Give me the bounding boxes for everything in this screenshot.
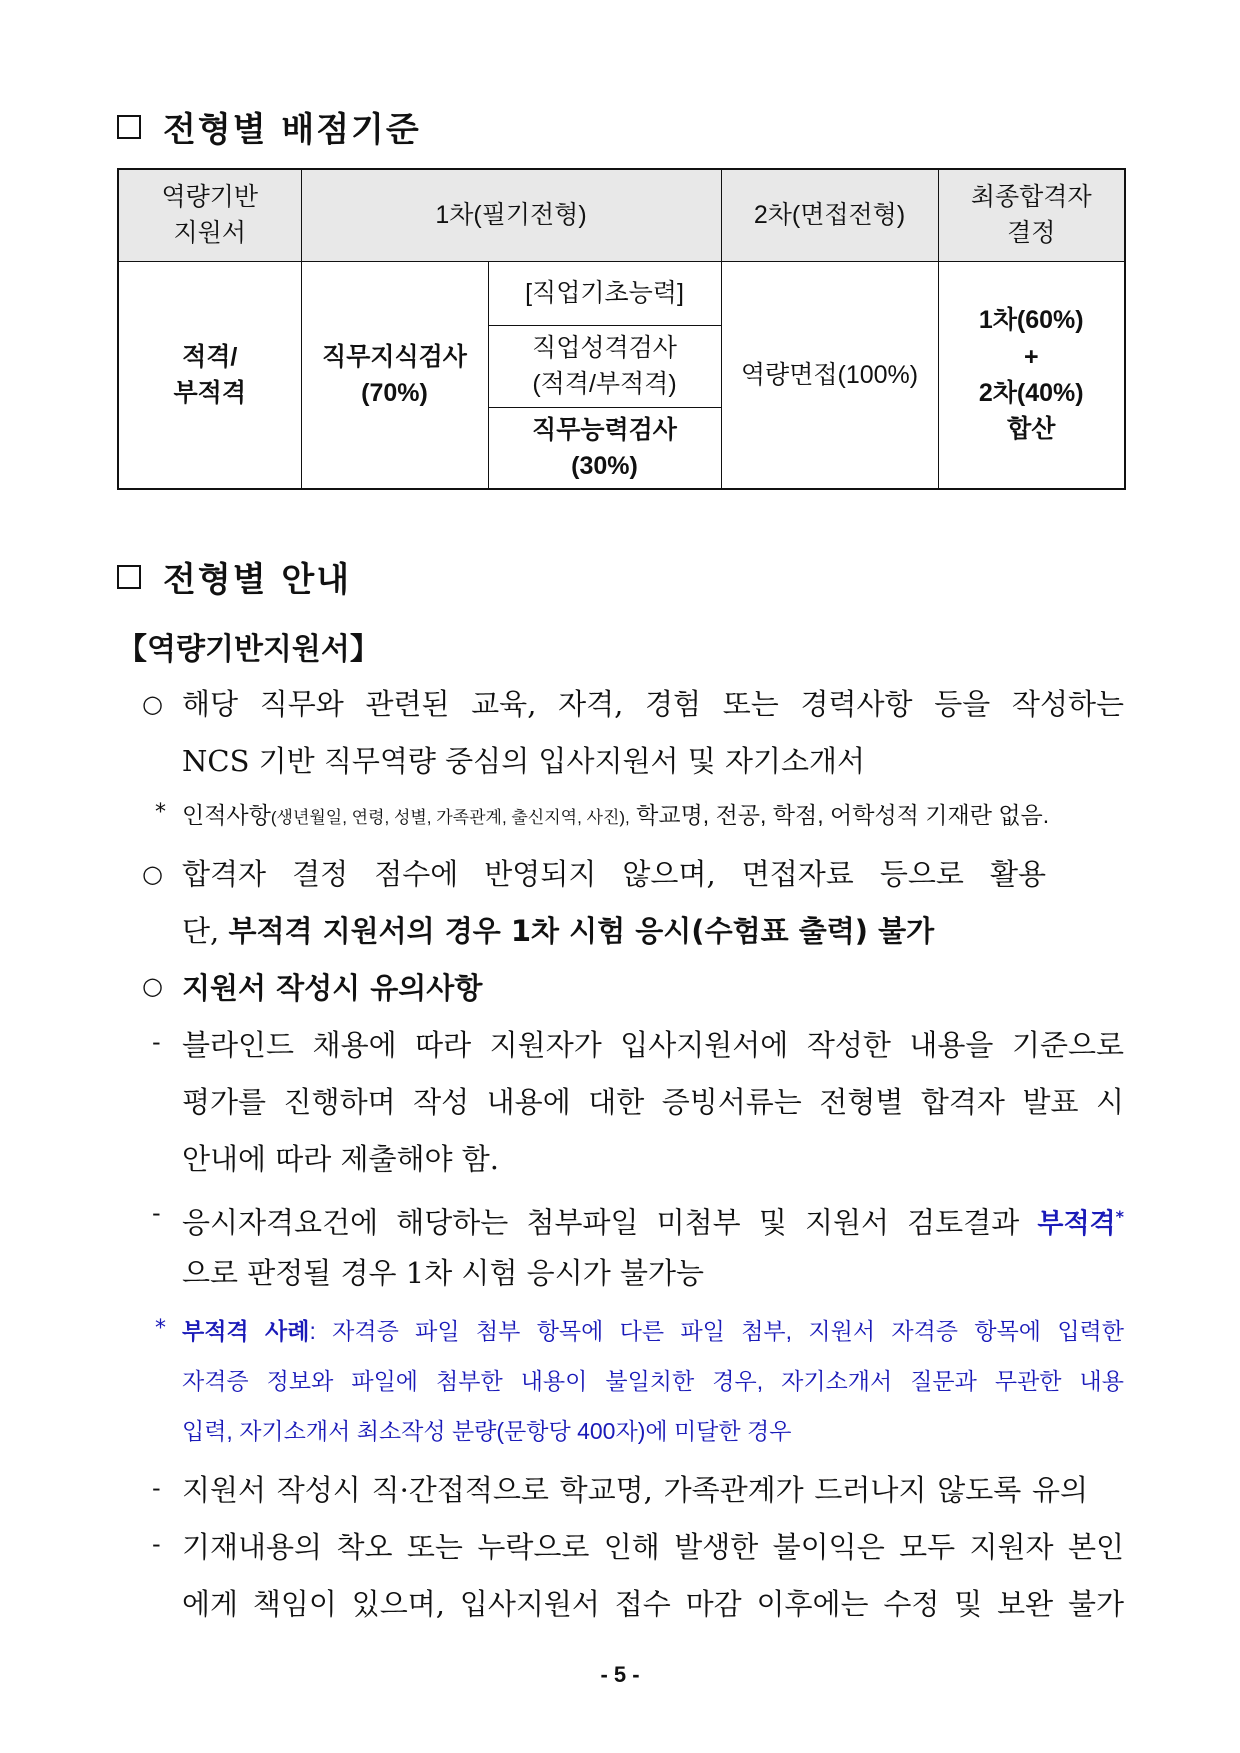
page-number: - 5 -	[600, 1662, 640, 1687]
header-final-decision: 최종합격자 결정	[938, 169, 1125, 261]
cell-eligibility: 적격/ 부적격	[118, 261, 301, 489]
dash-marker: -	[152, 1474, 161, 1502]
dash1-line1: 블라인드 채용에 따라 지원자가 입사지원서에 작성한 내용을 기준으로	[182, 1028, 1124, 1062]
cell-competency-interview: 역량면접(100%)	[721, 261, 938, 489]
dash1-line3: 안내에 따라 제출해야 함.	[182, 1142, 500, 1176]
note2-line1	[182, 1306, 1124, 1356]
dash3-line: 지원서 작성시 직·간접적으로 학교명, 가족관계가 드러나지 않도록 유의	[182, 1473, 1088, 1507]
note2-label: 부적격 사례	[182, 1318, 310, 1344]
dash4-line2: 에게 책임이 있으며, 입사지원서 접수 마감 이후에는 수정 및 보완 불가	[182, 1587, 1124, 1621]
cell-personality-test: 직업성격검사 (적격/부적격)	[488, 325, 721, 407]
header-second-interview: 2차(면접전형)	[721, 169, 938, 261]
item1-line1: 해당 직무와 관련된 교육, 자격, 경험 또는 경력사항 등을 작성하는	[182, 687, 1124, 721]
item2-line2	[182, 903, 1124, 960]
circle-bullet-icon: ○	[142, 860, 163, 888]
section-heading-scoring	[117, 102, 421, 151]
asterisk-marker: *	[155, 1316, 166, 1341]
note1-detail: (생년월일, 연령, 성별, 가족관계, 출신지역, 사진),	[270, 808, 630, 827]
dash2-asterisk: *	[1115, 1207, 1124, 1226]
note1-label: 인적사항	[182, 802, 271, 828]
dash2-text: 응시자격요건에 해당하는 첨부파일 미첨부 및 지원서 검토결과	[182, 1205, 1038, 1240]
dash2-line2: 으로 판정될 경우 1차 시험 응시가 불가능	[182, 1256, 704, 1290]
note1-rest: 학교명, 전공, 학점, 어학성적 기재란 없음.	[629, 802, 1050, 828]
cell-final-sum: 1차(60%) + 2차(40%) 합산	[938, 261, 1125, 489]
subsection-title: 【역량기반지원서】	[117, 632, 380, 667]
asterisk-marker: *	[155, 800, 166, 825]
scoring-criteria-table	[117, 168, 1126, 490]
cell-basic-ability: [직업기초능력]	[488, 261, 721, 325]
cell-knowledge-test: 직무지식검사 (70%)	[301, 261, 488, 489]
section-title: 전형별 안내	[163, 560, 352, 600]
circle-bullet-icon: ○	[142, 690, 163, 718]
dash2-ineligible-highlight: 부적격	[1037, 1208, 1116, 1240]
table-header-row	[118, 169, 1125, 261]
section-title: 전형별 배점기준	[163, 110, 421, 150]
item2-prefix: 단,	[182, 914, 229, 948]
item2-bold-note: 부적격 지원서의 경우 1차 시험 응시(수험표 출력) 불가	[228, 914, 935, 948]
section-heading-guide	[117, 552, 351, 601]
item2-line1: 합격자 결정 점수에 반영되지 않으며, 면접자료 등으로 활용	[182, 857, 1046, 891]
circle-bullet-icon: ○	[142, 972, 163, 1000]
item3-heading: 지원서 작성시 유의사항	[182, 971, 483, 1005]
item1-line2: NCS 기반 직무역량 중심의 입사지원서 및 자기소개서	[182, 744, 866, 778]
header-first-written: 1차(필기전형)	[301, 169, 721, 261]
table-row	[118, 261, 1125, 325]
cell-ability-test: 직무능력검사 (30%)	[488, 407, 721, 489]
dash1-line2: 평가를 진행하며 작성 내용에 대한 증빙서류는 전형별 합격자 발표 시	[182, 1085, 1124, 1119]
note-personal-info	[182, 790, 1124, 843]
checkbox-square-icon	[117, 565, 141, 589]
note2-text: : 자격증 파일 첨부 항목에 다른 파일 첨부, 지원서 자격증 항목에 입력한	[309, 1318, 1124, 1344]
dash-marker: -	[152, 1028, 161, 1056]
dash-marker: -	[152, 1530, 161, 1558]
checkbox-square-icon	[117, 115, 141, 139]
note2-line3: 입력, 자기소개서 최소작성 분량(문항당 400자)에 미달한 경우	[182, 1418, 792, 1444]
dash-marker: -	[152, 1199, 161, 1227]
dash2-line1	[182, 1188, 1124, 1253]
note2-line2: 자격증 정보와 파일에 첨부한 내용이 불일치한 경우, 자기소개서 질문과 무관한 내용	[182, 1368, 1124, 1394]
dash4-line1: 기재내용의 착오 또는 누락으로 인해 발생한 불이익은 모두 지원자 본인	[182, 1530, 1124, 1564]
header-application: 역량기반 지원서	[118, 169, 301, 261]
